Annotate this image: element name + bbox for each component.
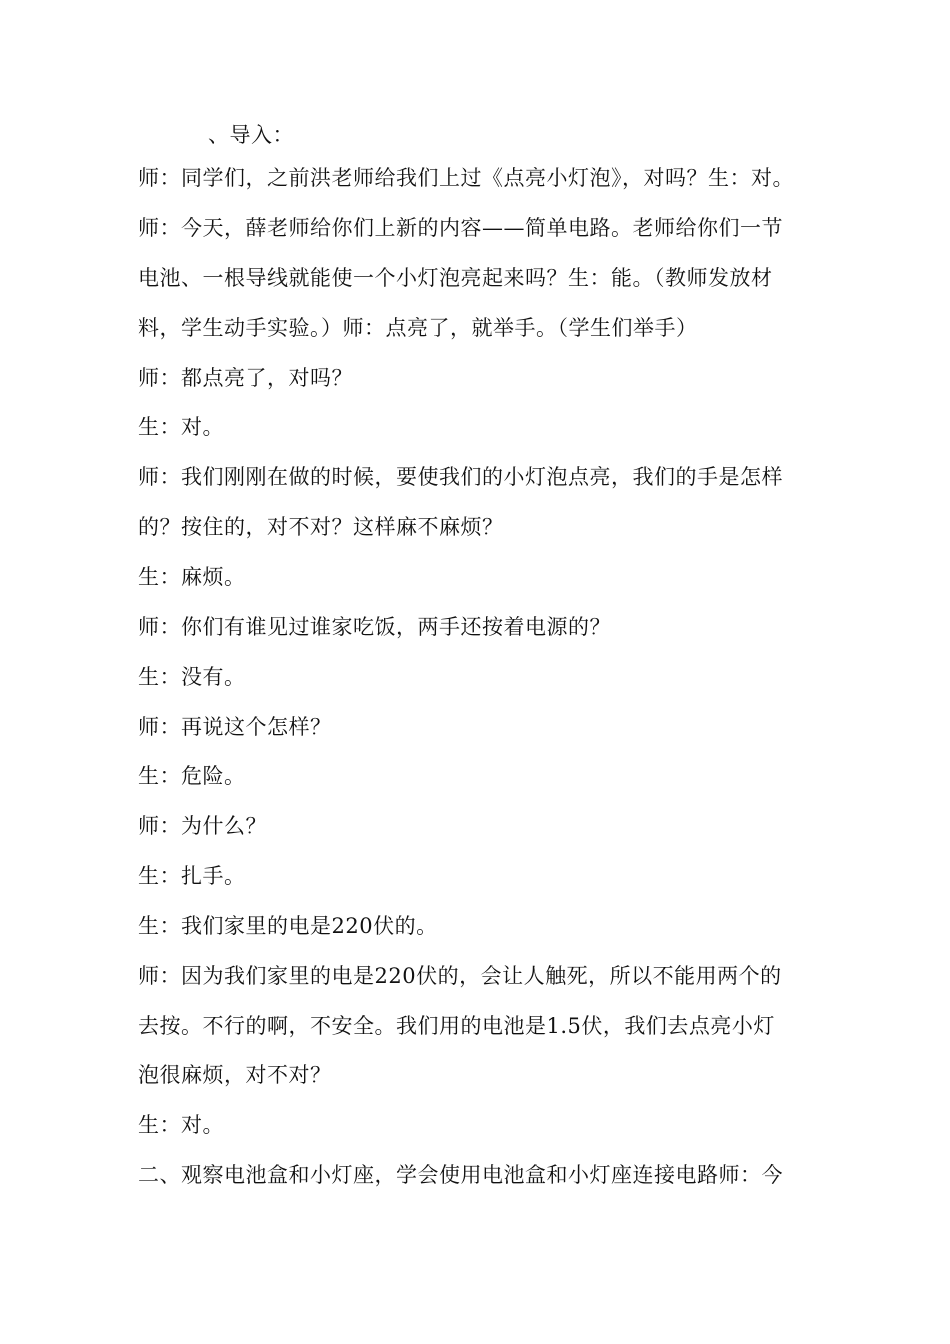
dialogue-line: 生：对。	[138, 415, 224, 439]
dialogue-line: 师：同学们，之前洪老师给我们上过《点亮小灯泡》，对吗？生：对。	[138, 166, 794, 190]
dialogue-line: 料，学生动手实验。）师：点亮了，就举手。（学生们举手）	[138, 316, 698, 340]
dialogue-line: 师：因为我们家里的电是220伏的，会让人触死，所以不能用两个的	[138, 964, 782, 988]
dialogue-line: 电池、一根导线就能使一个小灯泡亮起来吗？生：能。（教师发放材	[138, 266, 773, 290]
dialogue-line: 泡很麻烦，对不对？	[138, 1063, 332, 1087]
section-heading-line: 二、观察电池盒和小灯座，学会使用电池盒和小灯座连接电路师：今	[138, 1163, 783, 1187]
section-heading: 、导入：	[208, 123, 294, 147]
dialogue-line: 去按。不行的啊，不安全。我们用的电池是1.5伏，我们去点亮小灯	[138, 1014, 775, 1038]
dialogue-line: 的？按住的，对不对？这样麻不麻烦？	[138, 515, 504, 539]
dialogue-line: 生：我们家里的电是220伏的。	[138, 914, 438, 938]
dialogue-line: 师：为什么？	[138, 814, 267, 838]
dialogue-line: 师：都点亮了，对吗？	[138, 366, 353, 390]
dialogue-line: 师：今天，薛老师给你们上新的内容——简单电路。老师给你们一节	[138, 216, 783, 240]
dialogue-line: 生：危险。	[138, 764, 246, 788]
dialogue-line: 师：我们刚刚在做的时候，要使我们的小灯泡点亮，我们的手是怎样	[138, 465, 783, 489]
dialogue-line: 生：扎手。	[138, 864, 246, 888]
dialogue-line: 生：麻烦。	[138, 565, 246, 589]
dialogue-line: 师：再说这个怎样？	[138, 715, 332, 739]
dialogue-line: 生：对。	[138, 1113, 224, 1137]
dialogue-line: 师：你们有谁见过谁家吃饭，两手还按着电源的？	[138, 615, 611, 639]
dialogue-line: 生：没有。	[138, 665, 246, 689]
